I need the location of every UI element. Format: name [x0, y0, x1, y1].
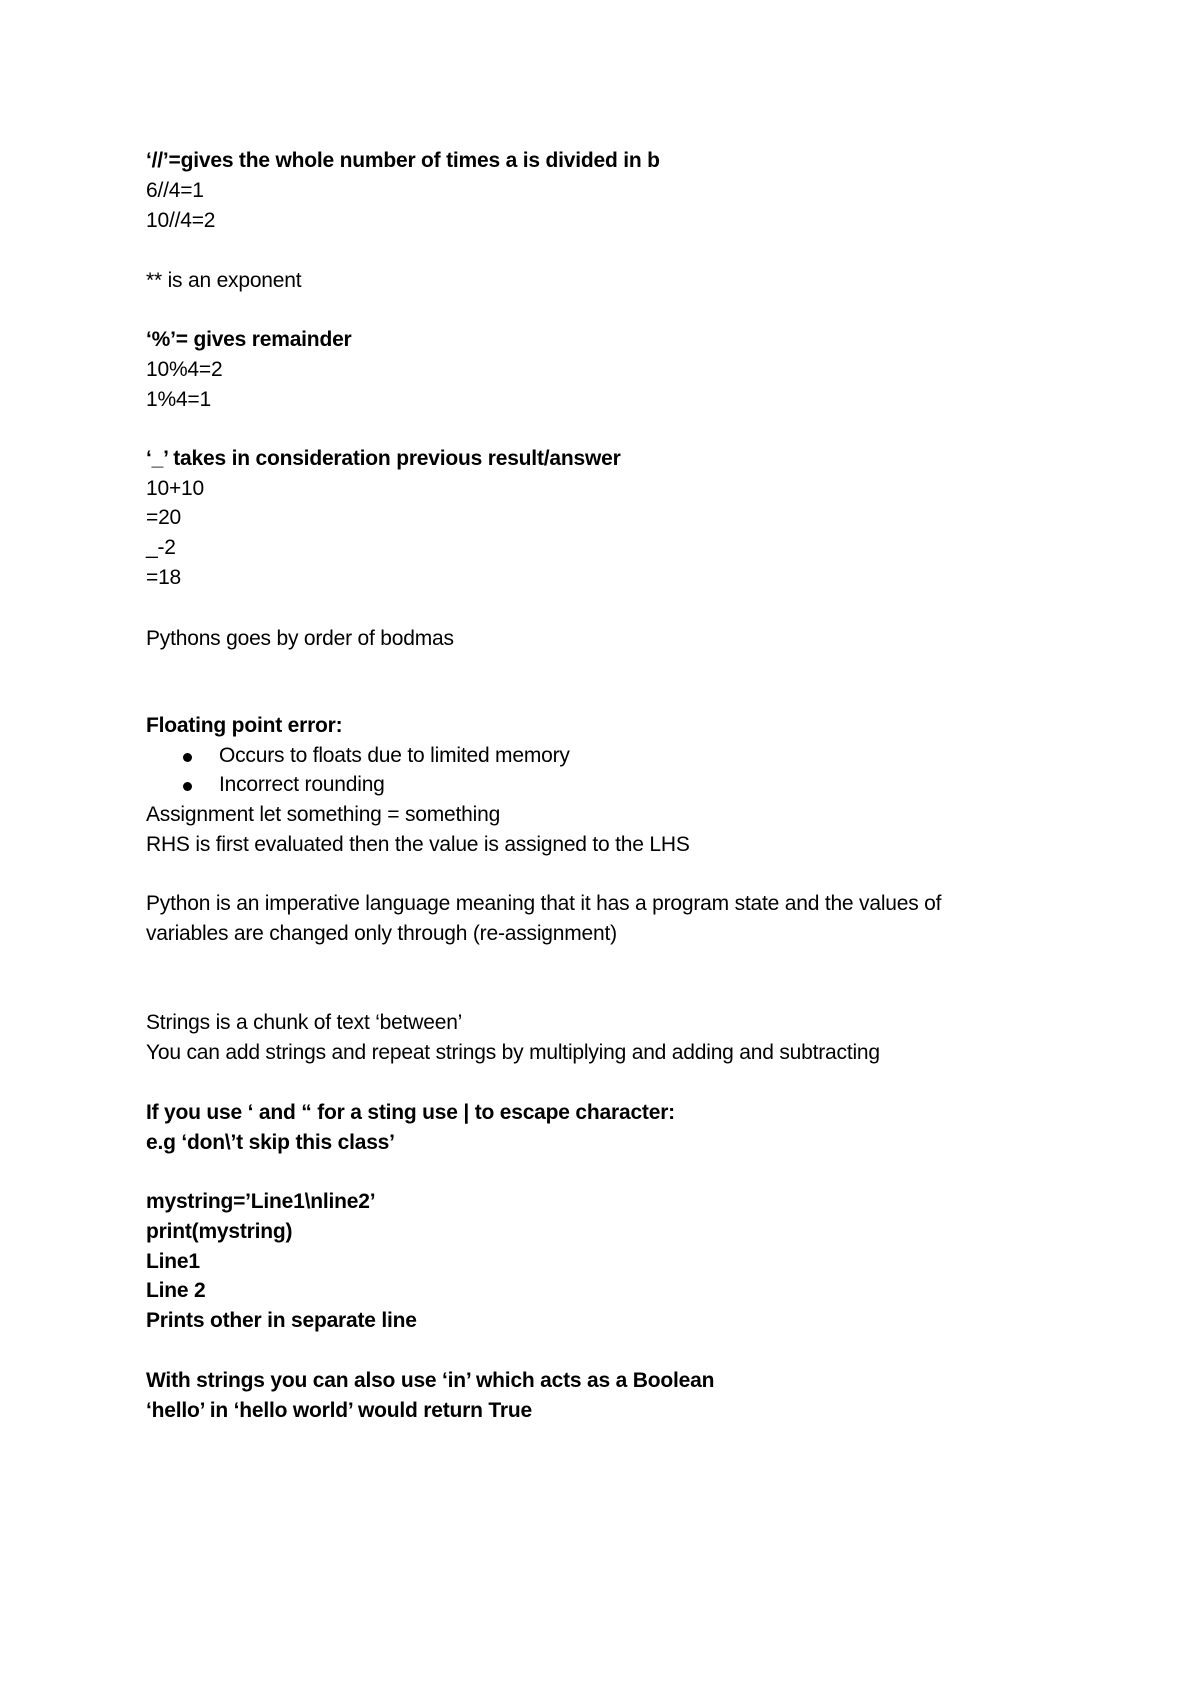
- text-line: 1%4=1: [146, 388, 211, 411]
- text-line: mystring=’Line1\nline2’: [146, 1190, 376, 1213]
- text-line: 6//4=1: [146, 179, 204, 202]
- text-line: ‘hello’ in ‘hello world’ would return True: [146, 1399, 532, 1422]
- floating-point-heading: Floating point error:: [146, 714, 343, 737]
- escape-heading: If you use ‘ and “ for a sting use | to escape character:: [146, 1101, 675, 1124]
- modulo-heading: ‘%’= gives remainder: [146, 328, 352, 351]
- text-line: print(mystring): [146, 1220, 293, 1243]
- text-line: ** is an exponent: [146, 269, 302, 292]
- list-item: Incorrect rounding: [219, 773, 385, 796]
- text-line: variables are changed only through (re-assignment): [146, 922, 617, 945]
- underscore-heading: ‘_’ takes in consideration previous result/answer: [146, 447, 621, 470]
- bullet-icon: [183, 782, 192, 791]
- text-line: 10+10: [146, 477, 204, 500]
- text-line: Line 2: [146, 1279, 206, 1302]
- text-line: e.g ‘don\’t skip this class’: [146, 1131, 395, 1154]
- list-item: Occurs to floats due to limited memory: [219, 744, 570, 767]
- text-line: Line1: [146, 1250, 200, 1273]
- text-line: RHS is first evaluated then the value is assigned to the LHS: [146, 833, 690, 856]
- text-line: =18: [146, 566, 182, 589]
- text-line: _-2: [146, 536, 176, 559]
- text-line: You can add strings and repeat strings by multiplying and adding and subtracting: [146, 1041, 880, 1064]
- bullet-icon: [183, 753, 192, 762]
- text-line: 10//4=2: [146, 209, 216, 232]
- floor-division-heading: ‘//’=gives the whole number of times a is divided in b: [146, 149, 660, 172]
- text-line: Prints other in separate line: [146, 1309, 417, 1332]
- in-operator-heading: With strings you can also use ‘in’ which acts as a Boolean: [146, 1369, 715, 1392]
- text-line: Strings is a chunk of text ‘between’: [146, 1011, 463, 1034]
- text-line: =20: [146, 506, 182, 529]
- text-line: Pythons goes by order of bodmas: [146, 627, 454, 650]
- text-line: Python is an imperative language meaning that it has a program state and the values of: [146, 892, 942, 915]
- text-line: Assignment let something = something: [146, 803, 501, 826]
- text-line: 10%4=2: [146, 358, 223, 381]
